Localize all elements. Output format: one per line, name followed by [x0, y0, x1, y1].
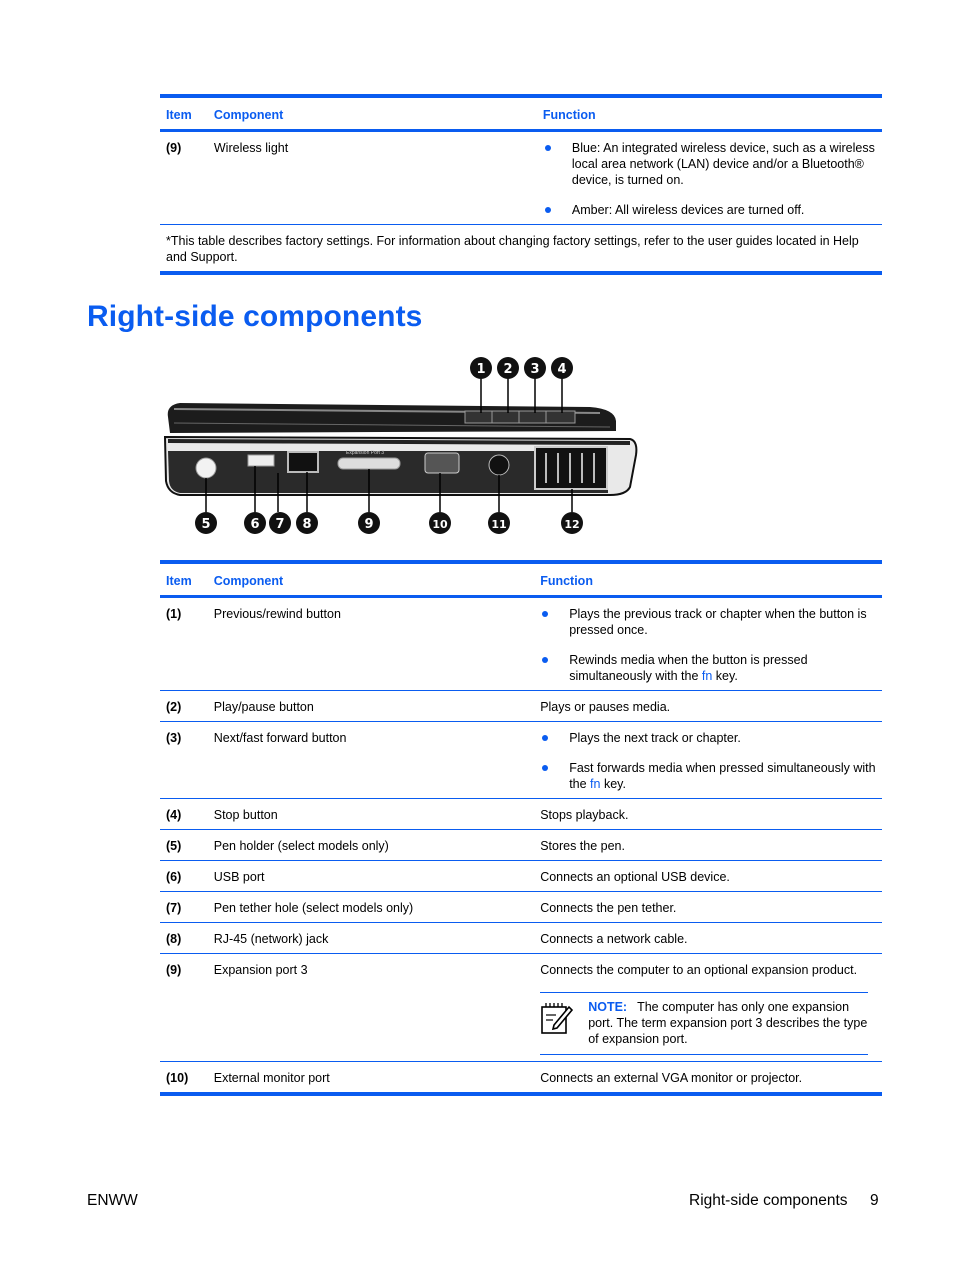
row-component: Pen tether hole (select models only) [213, 901, 414, 915]
footnote-row [160, 225, 882, 274]
callout-10: 10 [432, 518, 448, 531]
row-function: Connects an external VGA monitor or projector. [540, 1071, 803, 1085]
header-function: Function [540, 574, 593, 588]
expansion-port-silkscreen: Expansion Port 3 [346, 450, 385, 456]
callout-3: 3 [530, 362, 540, 377]
bullet-text: key. [712, 669, 738, 683]
row-component: RJ-45 (network) jack [213, 932, 329, 946]
table-header-row [160, 96, 882, 131]
row-component: Stop button [213, 808, 278, 822]
table-row [160, 861, 882, 892]
table-row [160, 954, 882, 1062]
table-row [160, 131, 882, 225]
callout-9: 9 [364, 517, 374, 532]
table-row [160, 722, 882, 799]
row-function: Plays or pauses media. [540, 700, 671, 714]
row-item: (9) [166, 141, 182, 155]
footer-section: Right-side components [689, 1192, 848, 1209]
row-item: (6) [166, 870, 182, 884]
header-item: Item [166, 108, 192, 122]
right-side-components-table [160, 560, 882, 1096]
row-item: (5) [166, 839, 182, 853]
wireless-light-table [160, 94, 882, 275]
bullet-text: Fast forwards media when pressed simultaneously with the [569, 761, 876, 791]
callout-5: 5 [201, 517, 211, 532]
page-number: 9 [870, 1192, 879, 1209]
row-function [534, 954, 882, 1062]
table-row [160, 892, 882, 923]
right-side-illustration [160, 355, 640, 540]
row-item: (3) [166, 731, 182, 745]
row-component: USB port [213, 870, 265, 884]
header-component: Component [213, 574, 284, 588]
table-row [160, 923, 882, 954]
table-row [160, 830, 882, 861]
footer-left: ENWW [87, 1192, 138, 1209]
note-body: The computer has only one expansion port. The term expansion port 3 describes the type of expansion port. [588, 1000, 868, 1046]
row-item: (1) [166, 607, 182, 621]
row-component: Wireless light [213, 141, 289, 155]
note-text [588, 999, 868, 1047]
callout-12: 12 [564, 518, 580, 531]
row-function: Connects the pen tether. [540, 901, 677, 915]
row-component: Play/pause button [213, 700, 314, 714]
table-header-row [160, 562, 882, 597]
computer-right-side-drawing [160, 355, 640, 540]
bullet-text: key. [600, 777, 626, 791]
row-function: Stores the pen. [540, 839, 625, 853]
callout-7: 7 [275, 517, 285, 532]
callout-4: 4 [557, 362, 567, 377]
row-component: Next/fast forward button [213, 731, 347, 745]
row-item: (10) [166, 1071, 189, 1085]
bullet-item: Blue: An integrated wireless device, such as a wireless local area network (LAN) device and/or a Bluetooth® device, is turned on. [543, 140, 876, 188]
bullet-item [540, 760, 876, 792]
table-row [160, 597, 882, 691]
row-component: Previous/rewind button [213, 607, 341, 621]
row-function [534, 722, 882, 799]
row-component: Pen holder (select models only) [213, 839, 389, 853]
table-footnote: *This table describes factory settings. For information about changing factory settings, refer to the user guides located in Help and Support. [166, 234, 859, 264]
row-item: (4) [166, 808, 182, 822]
note-icon [540, 999, 588, 1047]
row-component: Expansion port 3 [213, 963, 308, 977]
row-component: External monitor port [213, 1071, 330, 1085]
row-item: (7) [166, 901, 182, 915]
callout-2: 2 [503, 362, 513, 377]
note-label: NOTE: [588, 1000, 628, 1014]
callout-6: 6 [250, 517, 260, 532]
row-function: Connects a network cable. [540, 932, 688, 946]
bullet-text: Rewinds media when the button is pressed simultaneously with the [569, 653, 808, 683]
bullet-item: Plays the next track or chapter. [540, 730, 876, 746]
row-item: (8) [166, 932, 182, 946]
table-row [160, 1062, 882, 1095]
header-item: Item [166, 574, 192, 588]
callout-1: 1 [476, 362, 486, 377]
header-function: Function [542, 108, 596, 122]
bullet-item [540, 652, 876, 684]
row-item: (9) [166, 963, 182, 977]
row-function [534, 597, 882, 691]
row-function [537, 131, 882, 225]
bullet-item: Plays the previous track or chapter when the button is pressed once. [540, 606, 876, 638]
note-box [540, 992, 868, 1055]
row-function: Connects an optional USB device. [540, 870, 730, 884]
section-title: Right-side components [87, 300, 423, 333]
row-item: (2) [166, 700, 182, 714]
function-text: Connects the computer to an optional expansion product. [540, 963, 858, 977]
fn-key: fn [590, 777, 601, 791]
header-component: Component [213, 108, 284, 122]
row-function: Stops playback. [540, 808, 629, 822]
callout-8: 8 [302, 517, 312, 532]
callout-11: 11 [491, 518, 507, 531]
fn-key: fn [701, 669, 713, 683]
table-row [160, 691, 882, 722]
table-row [160, 799, 882, 830]
bullet-item: Amber: All wireless devices are turned off. [543, 202, 876, 218]
